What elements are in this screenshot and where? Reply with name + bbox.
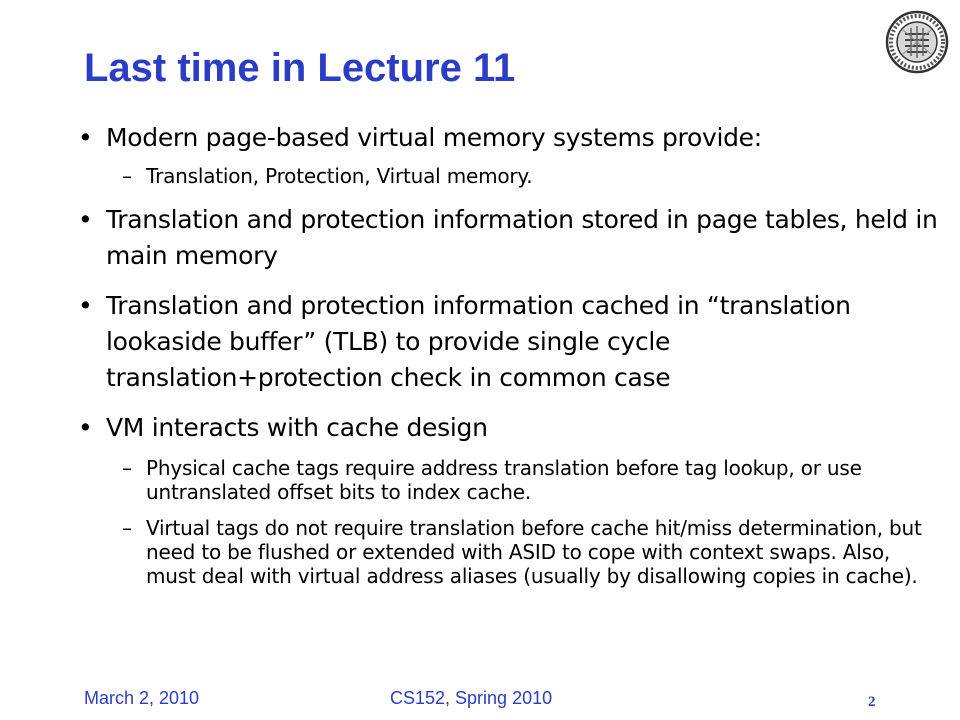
bullet-text: Translation and protection information stored in page tables, held in main memory <box>106 205 938 270</box>
sub-bullet-item <box>78 456 938 504</box>
sub-bullet-item <box>78 164 938 188</box>
bullet-item <box>78 410 938 446</box>
bullet-item <box>78 202 938 274</box>
university-seal-icon <box>885 10 949 74</box>
dash-glyph: – <box>122 516 132 540</box>
dash-glyph: – <box>122 164 132 188</box>
bullet-item <box>78 288 938 396</box>
dash-glyph: – <box>122 456 132 480</box>
sub-bullet-item <box>78 516 938 588</box>
bullet-item <box>78 120 938 156</box>
bullet-glyph: • <box>78 413 93 442</box>
slide-body <box>78 112 938 588</box>
bullet-glyph: • <box>78 205 93 234</box>
footer-course: CS152, Spring 2010 <box>390 688 553 708</box>
bullet-glyph: • <box>78 123 93 152</box>
sub-bullet-text: Physical cache tags require address translation before tag lookup, or use untranslated offset bits to index cache. <box>146 456 862 504</box>
bullet-text: Modern page-based virtual memory systems provide: <box>106 123 762 152</box>
slide-title: Last time in Lecture 11 <box>84 46 516 90</box>
sub-bullet-text: Virtual tags do not require translation before cache hit/miss determination, but need to be flushed or extended with ASID to cope with context swaps. Also, must deal with virtual address aliases (usually by disallowing copies in cache). <box>146 516 922 588</box>
bullet-glyph: • <box>78 291 93 320</box>
footer-date: March 2, 2010 <box>84 688 200 708</box>
page-number: 2 <box>868 694 876 710</box>
bullet-text: Translation and protection information cached in “translation lookaside buffer” (TLB) to provide single cycle translation+protection check in common case <box>106 291 851 392</box>
bullet-text: VM interacts with cache design <box>106 413 488 442</box>
sub-bullet-text: Translation, Protection, Virtual memory. <box>146 164 533 188</box>
